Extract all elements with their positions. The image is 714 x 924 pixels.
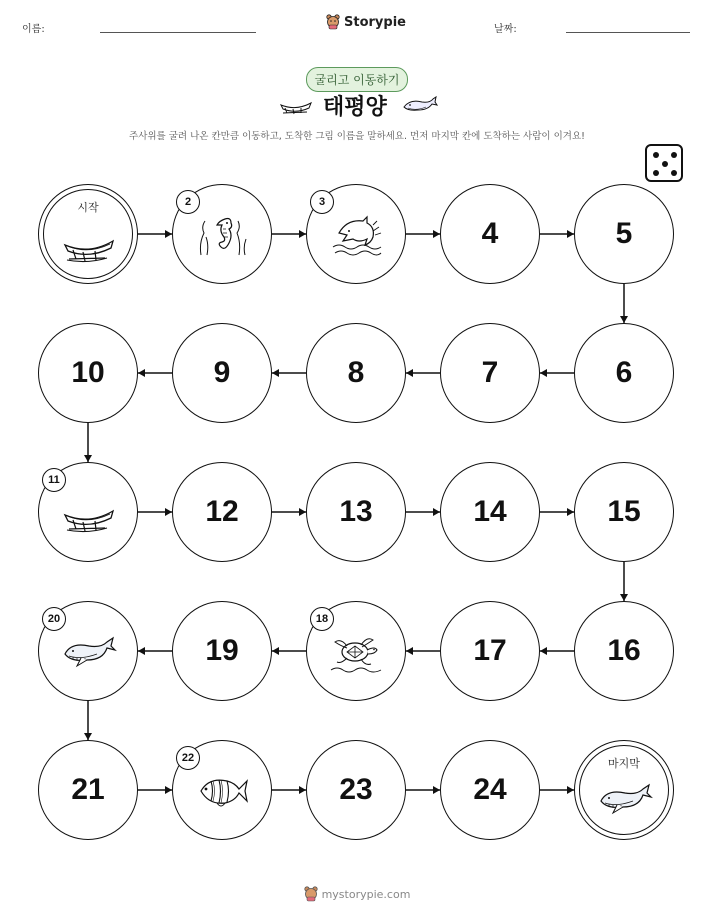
path-arrow — [132, 367, 178, 379]
instructions: 주사위를 굴려 나온 칸만큼 이동하고, 도착한 그림 이름을 말하세요. 먼저 마지막 칸에 도착하는 사람이 이겨요! — [129, 131, 585, 142]
space-number-badge: 20 — [42, 607, 66, 631]
clownfish-icon — [195, 769, 251, 813]
space-number: 13 — [339, 495, 373, 528]
whale-icon — [597, 777, 653, 821]
date-label: 날짜: — [494, 24, 517, 35]
path-arrow — [534, 784, 580, 796]
path-arrow — [266, 784, 312, 796]
path-arrow — [266, 645, 312, 657]
board-space — [440, 323, 540, 423]
whale-icon — [402, 95, 438, 115]
space-number: 12 — [205, 495, 239, 528]
space-number: 4 — [481, 217, 499, 250]
footer-url: mystorypie.com — [321, 887, 411, 901]
dolphin-icon — [329, 213, 385, 257]
path-arrow — [400, 645, 446, 657]
path-arrow — [132, 645, 178, 657]
board-space — [440, 601, 540, 701]
space-number-badge: 22 — [176, 746, 200, 770]
space-number: 16 — [607, 634, 641, 667]
path-arrow — [618, 556, 630, 607]
name-line[interactable] — [100, 32, 256, 33]
space-number: 21 — [71, 773, 105, 806]
board-space — [172, 601, 272, 701]
space-number: 9 — [213, 356, 231, 389]
page-title: 태평양 — [323, 95, 387, 120]
path-arrow — [400, 228, 446, 240]
space-number: 19 — [205, 634, 239, 667]
path-arrow — [534, 506, 580, 518]
space-number: 6 — [615, 356, 633, 389]
space-number: 8 — [347, 356, 365, 389]
space-number: 14 — [473, 495, 507, 528]
space-number: 10 — [71, 356, 105, 389]
outrigger-canoe-icon — [61, 491, 117, 535]
space-number: 5 — [615, 217, 633, 250]
finish-label: 마지막 — [608, 757, 640, 770]
path-arrow — [132, 228, 178, 240]
board-space — [306, 323, 406, 423]
board-space — [440, 740, 540, 840]
board-space — [172, 323, 272, 423]
board-space — [574, 323, 674, 423]
space-number-badge: 18 — [310, 607, 334, 631]
path-arrow — [266, 228, 312, 240]
finish-space — [574, 740, 674, 840]
path-arrow — [82, 695, 94, 746]
activity-tag: 굴리고 이동하기 — [306, 67, 409, 92]
path-arrow — [400, 367, 446, 379]
dice-five-icon — [645, 144, 683, 182]
path-arrow — [266, 506, 312, 518]
footer — [304, 886, 411, 902]
space-number-badge: 3 — [310, 190, 334, 214]
space-number: 24 — [473, 773, 507, 806]
whale-icon — [61, 630, 117, 674]
brand-name: Storypie — [344, 14, 406, 30]
board-space — [574, 601, 674, 701]
path-arrow — [132, 506, 178, 518]
path-arrow — [132, 784, 178, 796]
canoe-icon — [279, 96, 313, 116]
outrigger-canoe-icon — [61, 221, 117, 265]
name-label: 이름: — [22, 24, 45, 35]
board-space — [172, 462, 272, 562]
path-arrow — [400, 506, 446, 518]
brand-logo — [326, 14, 406, 30]
space-number: 15 — [607, 495, 641, 528]
space-number: 23 — [339, 773, 373, 806]
board-space — [440, 184, 540, 284]
path-arrow — [82, 417, 94, 468]
board-space — [574, 462, 674, 562]
space-number: 7 — [481, 356, 499, 389]
storypie-bear-icon — [326, 14, 340, 30]
board-space — [306, 462, 406, 562]
path-arrow — [534, 367, 580, 379]
space-number-badge: 2 — [176, 190, 200, 214]
sea-turtle-icon — [329, 630, 385, 674]
board-space — [440, 462, 540, 562]
date-line[interactable] — [566, 32, 690, 33]
seahorse-icon — [195, 213, 251, 257]
board-space — [38, 740, 138, 840]
path-arrow — [618, 278, 630, 329]
space-number-badge: 11 — [42, 468, 66, 492]
path-arrow — [534, 645, 580, 657]
path-arrow — [266, 367, 312, 379]
space-number: 17 — [473, 634, 507, 667]
path-arrow — [534, 228, 580, 240]
start-label: 시작 — [77, 201, 99, 214]
start-space — [38, 184, 138, 284]
board-space — [306, 740, 406, 840]
board-space — [574, 184, 674, 284]
path-arrow — [400, 784, 446, 796]
storypie-bear-icon — [304, 886, 318, 902]
board-space — [38, 323, 138, 423]
